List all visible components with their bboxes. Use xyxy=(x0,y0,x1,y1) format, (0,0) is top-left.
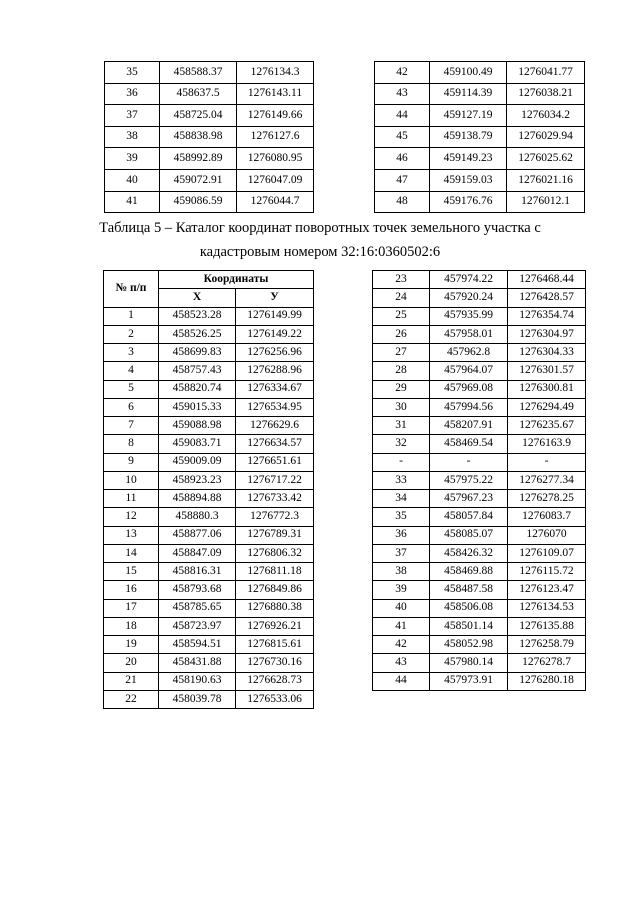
x-coordinate-cell: 459149.23 xyxy=(430,148,507,170)
table-row xyxy=(104,544,314,562)
x-coordinate-cell: 459088.98 xyxy=(159,417,236,435)
table-row xyxy=(104,508,314,526)
table-row xyxy=(373,544,586,562)
point-number-cell: - xyxy=(373,453,430,471)
table-row xyxy=(104,398,314,416)
table-row xyxy=(104,654,314,672)
point-number-cell: 14 xyxy=(104,544,159,562)
x-coordinate-cell: 457920.24 xyxy=(430,289,508,307)
point-number-cell: 3 xyxy=(104,344,159,362)
table-row xyxy=(104,471,314,489)
y-coordinate-cell: 1276277.34 xyxy=(508,471,586,489)
y-coordinate-cell: 1276012.1 xyxy=(507,191,585,213)
point-number-cell: 19 xyxy=(104,636,159,654)
x-coordinate-cell: 459176.76 xyxy=(430,191,507,213)
x-coordinate-cell: 458506.08 xyxy=(430,599,508,617)
x-coordinate-cell: - xyxy=(430,453,508,471)
table-row xyxy=(104,344,314,362)
y-coordinate-cell: 1276304.97 xyxy=(508,325,586,343)
x-coordinate-cell: 458588.37 xyxy=(160,62,237,84)
point-number-header: № п/п xyxy=(104,271,159,308)
y-coordinate-cell: 1276070 xyxy=(508,526,586,544)
x-coordinate-cell: 459114.39 xyxy=(430,83,507,105)
x-coordinate-cell: 458487.58 xyxy=(430,581,508,599)
x-coordinate-cell: 458057.84 xyxy=(430,508,508,526)
table-row xyxy=(373,398,586,416)
x-coordinate-cell: 458894.88 xyxy=(159,490,236,508)
table-row xyxy=(373,453,586,471)
x-coordinate-cell: 458838.98 xyxy=(160,126,237,148)
table-row xyxy=(104,563,314,581)
table-row xyxy=(104,690,314,708)
table-row xyxy=(104,380,314,398)
y-coordinate-cell: 1276127.6 xyxy=(237,126,314,148)
y-coordinate-cell: 1276034.2 xyxy=(507,105,585,127)
point-number-cell: 36 xyxy=(105,83,160,105)
y-header: У xyxy=(236,289,314,307)
x-coordinate-cell: 458637.5 xyxy=(160,83,237,105)
x-coordinate-cell: 458431.88 xyxy=(159,654,236,672)
point-number-cell: 24 xyxy=(373,289,430,307)
y-coordinate-cell: 1276468.44 xyxy=(508,271,586,289)
x-coordinate-cell: 458085.07 xyxy=(430,526,508,544)
y-coordinate-cell: 1276280.18 xyxy=(508,672,586,690)
table-row xyxy=(104,581,314,599)
table-row xyxy=(104,672,314,690)
table-row xyxy=(373,672,586,690)
point-number-cell: 18 xyxy=(104,617,159,635)
table-row xyxy=(375,105,585,127)
table-caption-line-1: Таблица 5 – Каталог координат поворотных точек земельного участка с xyxy=(99,220,541,236)
point-number-cell: 10 xyxy=(104,471,159,489)
y-coordinate-cell: 1276628.73 xyxy=(236,672,314,690)
y-coordinate-cell: 1276109.07 xyxy=(508,544,586,562)
table-row xyxy=(373,526,586,544)
table-row xyxy=(105,126,314,148)
x-coordinate-cell: 458847.09 xyxy=(159,544,236,562)
point-number-cell: 34 xyxy=(373,490,430,508)
y-coordinate-cell: 1276149.99 xyxy=(236,307,314,325)
table-row xyxy=(373,289,586,307)
point-number-cell: 23 xyxy=(373,271,430,289)
y-coordinate-cell: 1276354.74 xyxy=(508,307,586,325)
table-row xyxy=(373,435,586,453)
y-coordinate-cell: 1276143.11 xyxy=(237,83,314,105)
table-row xyxy=(105,62,314,84)
y-coordinate-cell: 1276634.57 xyxy=(236,435,314,453)
table-row xyxy=(375,169,585,191)
y-coordinate-cell: 1276083.7 xyxy=(508,508,586,526)
table-row xyxy=(104,617,314,635)
x-coordinate-cell: 458725.04 xyxy=(160,105,237,127)
y-coordinate-cell: 1276772.3 xyxy=(236,508,314,526)
table-row xyxy=(373,307,586,325)
x-coordinate-cell: 459100.49 xyxy=(430,62,507,84)
x-coordinate-cell: 458820.74 xyxy=(159,380,236,398)
table-row xyxy=(373,490,586,508)
point-number-cell: 7 xyxy=(104,417,159,435)
y-coordinate-cell: 1276256.96 xyxy=(236,344,314,362)
x-coordinate-cell: 458526.25 xyxy=(159,325,236,343)
point-number-cell: 13 xyxy=(104,526,159,544)
table-row xyxy=(104,325,314,343)
table-row xyxy=(373,563,586,581)
y-coordinate-cell: 1276134.3 xyxy=(237,62,314,84)
table-row xyxy=(104,417,314,435)
x-coordinate-cell: 458039.78 xyxy=(159,690,236,708)
table-row xyxy=(373,581,586,599)
point-number-cell: 44 xyxy=(373,672,430,690)
y-coordinate-cell: 1276789.31 xyxy=(236,526,314,544)
y-coordinate-cell: 1276629.6 xyxy=(236,417,314,435)
point-number-cell: 47 xyxy=(375,169,430,191)
x-coordinate-cell: 458469.54 xyxy=(430,435,508,453)
x-coordinate-cell: 458501.14 xyxy=(430,617,508,635)
point-number-cell: 37 xyxy=(105,105,160,127)
table-row xyxy=(104,307,314,325)
x-coordinate-cell: 457973.91 xyxy=(430,672,508,690)
table-row xyxy=(105,169,314,191)
table-row xyxy=(375,126,585,148)
point-number-cell: 41 xyxy=(105,191,160,213)
y-coordinate-cell: 1276304.33 xyxy=(508,344,586,362)
header-row xyxy=(104,271,314,289)
coordinates-table-right xyxy=(372,270,586,691)
y-coordinate-cell: - xyxy=(508,453,586,471)
point-number-cell: 29 xyxy=(373,380,430,398)
point-number-cell: 15 xyxy=(104,563,159,581)
point-number-cell: 46 xyxy=(375,148,430,170)
table-row xyxy=(373,344,586,362)
y-coordinate-cell: 1276134.53 xyxy=(508,599,586,617)
table-row xyxy=(104,435,314,453)
point-number-cell: 16 xyxy=(104,581,159,599)
table-row xyxy=(373,654,586,672)
point-number-cell: 2 xyxy=(104,325,159,343)
continuation-table-right xyxy=(374,61,585,213)
table-row xyxy=(373,271,586,289)
table-row xyxy=(104,453,314,471)
x-coordinate-cell: 458723.97 xyxy=(159,617,236,635)
point-number-cell: 17 xyxy=(104,599,159,617)
table-row xyxy=(373,599,586,617)
y-coordinate-cell: 1276806.32 xyxy=(236,544,314,562)
y-coordinate-cell: 1276080.95 xyxy=(237,148,314,170)
x-coordinate-cell: 459083.71 xyxy=(159,435,236,453)
y-coordinate-cell: 1276235.67 xyxy=(508,417,586,435)
point-number-cell: 43 xyxy=(375,83,430,105)
y-coordinate-cell: 1276278.25 xyxy=(508,490,586,508)
x-coordinate-cell: 459159.03 xyxy=(430,169,507,191)
x-coordinate-cell: 457980.14 xyxy=(430,654,508,672)
point-number-cell: 45 xyxy=(375,126,430,148)
x-coordinate-cell: 457958.01 xyxy=(430,325,508,343)
point-number-cell: 38 xyxy=(373,563,430,581)
point-number-cell: 9 xyxy=(104,453,159,471)
x-coordinate-cell: 459127.19 xyxy=(430,105,507,127)
coordinates-table-left xyxy=(103,270,314,709)
y-coordinate-cell: 1276044.7 xyxy=(237,191,314,213)
y-coordinate-cell: 1276334.67 xyxy=(236,380,314,398)
table-row xyxy=(105,105,314,127)
point-number-cell: 41 xyxy=(373,617,430,635)
point-number-cell: 42 xyxy=(375,62,430,84)
x-coordinate-cell: 459086.59 xyxy=(160,191,237,213)
table-row xyxy=(373,617,586,635)
x-coordinate-cell: 457969.08 xyxy=(430,380,508,398)
y-coordinate-cell: 1276149.66 xyxy=(237,105,314,127)
y-coordinate-cell: 1276115.72 xyxy=(508,563,586,581)
point-number-cell: 1 xyxy=(104,307,159,325)
point-number-cell: 42 xyxy=(373,636,430,654)
x-header: Х xyxy=(159,289,236,307)
point-number-cell: 35 xyxy=(373,508,430,526)
y-coordinate-cell: 1276717.22 xyxy=(236,471,314,489)
point-number-cell: 11 xyxy=(104,490,159,508)
x-coordinate-cell: 457974.22 xyxy=(430,271,508,289)
table-row xyxy=(375,191,585,213)
y-coordinate-cell: 1276733.42 xyxy=(236,490,314,508)
y-coordinate-cell: 1276849.86 xyxy=(236,581,314,599)
table-row xyxy=(373,636,586,654)
x-coordinate-cell: 458426.32 xyxy=(430,544,508,562)
point-number-cell: 38 xyxy=(105,126,160,148)
y-coordinate-cell: 1276163.9 xyxy=(508,435,586,453)
y-coordinate-cell: 1276300.81 xyxy=(508,380,586,398)
point-number-cell: 5 xyxy=(104,380,159,398)
coordinates-header: Координаты xyxy=(159,271,314,289)
table-row xyxy=(373,508,586,526)
y-coordinate-cell: 1276047.09 xyxy=(237,169,314,191)
point-number-cell: 48 xyxy=(375,191,430,213)
point-number-cell: 4 xyxy=(104,362,159,380)
x-coordinate-cell: 457994.56 xyxy=(430,398,508,416)
table-row xyxy=(375,148,585,170)
x-coordinate-cell: 459015.33 xyxy=(159,398,236,416)
y-coordinate-cell: 1276288.96 xyxy=(236,362,314,380)
x-coordinate-cell: 458816.31 xyxy=(159,563,236,581)
y-coordinate-cell: 1276278.7 xyxy=(508,654,586,672)
point-number-cell: 39 xyxy=(105,148,160,170)
y-coordinate-cell: 1276926.21 xyxy=(236,617,314,635)
x-coordinate-cell: 458207.91 xyxy=(430,417,508,435)
x-coordinate-cell: 458190.63 xyxy=(159,672,236,690)
table-row xyxy=(104,490,314,508)
y-coordinate-cell: 1276041.77 xyxy=(507,62,585,84)
table-row xyxy=(104,636,314,654)
y-coordinate-cell: 1276533.06 xyxy=(236,690,314,708)
point-number-cell: 39 xyxy=(373,581,430,599)
y-coordinate-cell: 1276149.22 xyxy=(236,325,314,343)
point-number-cell: 27 xyxy=(373,344,430,362)
x-coordinate-cell: 458880.3 xyxy=(159,508,236,526)
point-number-cell: 43 xyxy=(373,654,430,672)
y-coordinate-cell: 1276258.79 xyxy=(508,636,586,654)
y-coordinate-cell: 1276880.38 xyxy=(236,599,314,617)
point-number-cell: 37 xyxy=(373,544,430,562)
point-number-cell: 8 xyxy=(104,435,159,453)
y-coordinate-cell: 1276038.21 xyxy=(507,83,585,105)
y-coordinate-cell: 1276651.61 xyxy=(236,453,314,471)
table-row xyxy=(375,62,585,84)
x-coordinate-cell: 457935.99 xyxy=(430,307,508,325)
table-row xyxy=(373,417,586,435)
x-coordinate-cell: 459138.79 xyxy=(430,126,507,148)
point-number-cell: 26 xyxy=(373,325,430,343)
table-row xyxy=(105,148,314,170)
y-coordinate-cell: 1276029.94 xyxy=(507,126,585,148)
point-number-cell: 40 xyxy=(373,599,430,617)
x-coordinate-cell: 459072.91 xyxy=(160,169,237,191)
point-number-cell: 25 xyxy=(373,307,430,325)
y-coordinate-cell: 1276301.57 xyxy=(508,362,586,380)
continuation-table-left xyxy=(104,61,314,213)
y-coordinate-cell: 1276428.57 xyxy=(508,289,586,307)
point-number-cell: 33 xyxy=(373,471,430,489)
x-coordinate-cell: 458699.83 xyxy=(159,344,236,362)
x-coordinate-cell: 457967.23 xyxy=(430,490,508,508)
x-coordinate-cell: 458923.23 xyxy=(159,471,236,489)
x-coordinate-cell: 458757.43 xyxy=(159,362,236,380)
point-number-cell: 28 xyxy=(373,362,430,380)
x-coordinate-cell: 459009.09 xyxy=(159,453,236,471)
y-coordinate-cell: 1276730.16 xyxy=(236,654,314,672)
point-number-cell: 6 xyxy=(104,398,159,416)
point-number-cell: 20 xyxy=(104,654,159,672)
x-coordinate-cell: 458785.65 xyxy=(159,599,236,617)
x-coordinate-cell: 457964.07 xyxy=(430,362,508,380)
table-row xyxy=(104,526,314,544)
x-coordinate-cell: 458594.51 xyxy=(159,636,236,654)
y-coordinate-cell: 1276021.16 xyxy=(507,169,585,191)
y-coordinate-cell: 1276123.47 xyxy=(508,581,586,599)
table-row xyxy=(104,599,314,617)
table-row xyxy=(105,191,314,213)
table-row xyxy=(375,83,585,105)
point-number-cell: 22 xyxy=(104,690,159,708)
y-coordinate-cell: 1276815.61 xyxy=(236,636,314,654)
y-coordinate-cell: 1276294.49 xyxy=(508,398,586,416)
point-number-cell: 44 xyxy=(375,105,430,127)
y-coordinate-cell: 1276811.18 xyxy=(236,563,314,581)
table-row xyxy=(373,362,586,380)
point-number-cell: 36 xyxy=(373,526,430,544)
table-row xyxy=(105,83,314,105)
point-number-cell: 40 xyxy=(105,169,160,191)
point-number-cell: 30 xyxy=(373,398,430,416)
y-coordinate-cell: 1276534.95 xyxy=(236,398,314,416)
table-row xyxy=(104,362,314,380)
x-coordinate-cell: 457962.8 xyxy=(430,344,508,362)
x-coordinate-cell: 458992.89 xyxy=(160,148,237,170)
table-row xyxy=(373,471,586,489)
point-number-cell: 12 xyxy=(104,508,159,526)
point-number-cell: 21 xyxy=(104,672,159,690)
x-coordinate-cell: 457975.22 xyxy=(430,471,508,489)
x-coordinate-cell: 458877.06 xyxy=(159,526,236,544)
x-coordinate-cell: 458052.98 xyxy=(430,636,508,654)
table-row xyxy=(373,380,586,398)
table-row xyxy=(373,325,586,343)
point-number-cell: 31 xyxy=(373,417,430,435)
point-number-cell: 35 xyxy=(105,62,160,84)
x-coordinate-cell: 458469.88 xyxy=(430,563,508,581)
table-caption-line-2: кадастровым номером 32:16:0360502:6 xyxy=(199,244,441,260)
y-coordinate-cell: 1276025.62 xyxy=(507,148,585,170)
x-coordinate-cell: 458793.68 xyxy=(159,581,236,599)
point-number-cell: 32 xyxy=(373,435,430,453)
y-coordinate-cell: 1276135.88 xyxy=(508,617,586,635)
x-coordinate-cell: 458523.28 xyxy=(159,307,236,325)
